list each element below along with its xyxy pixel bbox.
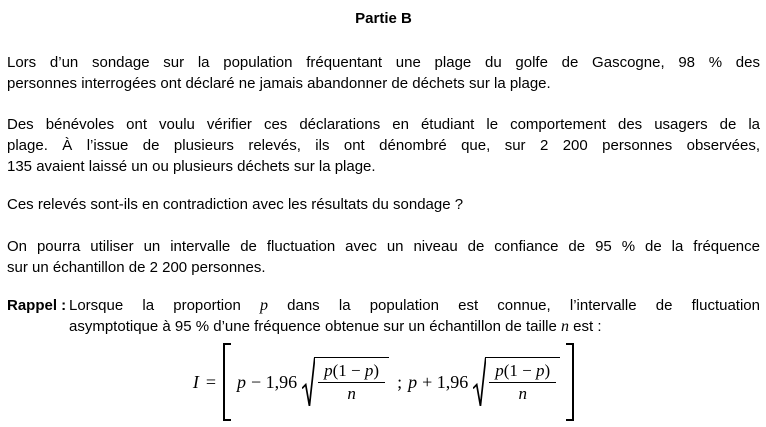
interval-separator: ; [397,371,403,392]
text-line: plage. À l’issue de plusieurs relevés, ils ont dénombré que, sur 2 200 personnes observées, [7,137,760,154]
text-line: On pourra utiliser un intervalle de fluctuation avec un niveau de confiance de 95 % de la fréquence [7,238,760,255]
text-line: personnes interrogées ont déclaré ne jamais abandonner de déchets sur la plage. [7,75,551,92]
fraction-numerator: p(1 − p) [489,361,556,383]
fraction [318,361,385,404]
paragraph-benevoles [7,114,760,177]
paragraph-rappel [7,295,760,337]
paragraph-survey [7,52,760,94]
rappel-text: dans la population est connue, l’intervalle de fluctuation [267,297,760,314]
text-line: Ces relevés sont-ils en contradiction avec les résultats du sondage ? [7,196,464,213]
math-var-p: p [259,297,268,314]
math-var-p: p [236,371,246,392]
text-line: sur un échantillon de 2 200 personnes. [7,259,266,276]
text-line [69,295,760,316]
fluctuation-interval-formula [7,343,760,421]
text-line: Des bénévoles ont voulu vérifier ces déclarations en étudiant le comportement des usagers de la [7,116,760,133]
minus-coefficient: − 1,96 [250,371,298,392]
rappel-text: Lorsque la proportion [69,297,260,314]
rappel-text: est : [569,318,602,335]
fraction-denominator: n [347,383,356,403]
page-title: Partie B [355,10,412,27]
open-bracket-icon [223,343,231,421]
math-var-n: n [561,318,570,335]
text-line: Lors d’un sondage sur la population fréquentant une plage du golfe de Gascogne, 98 % des [7,54,760,71]
paragraph-methode [7,236,760,278]
fraction [489,361,556,404]
close-bracket-icon [566,343,574,421]
text-line [69,316,760,337]
plus-coefficient: + 1,96 [422,371,469,392]
paragraph-question [7,194,760,215]
text-line: 135 avaient laissé un ou plusieurs déchets sur la plage. [7,158,376,175]
fraction-numerator: p(1 − p) [318,361,385,383]
math-var-p: p [408,371,418,392]
sqrt-expression [302,357,389,408]
sqrt-expression [473,357,560,408]
rappel-label: Rappel : [7,297,67,314]
fraction-denominator: n [518,383,527,403]
equals-sign: = [205,371,216,392]
formula-lhs: I [192,371,199,392]
radicand [485,357,560,404]
radicand [314,357,389,404]
rappel-text: asymptotique à 95 % d’une fréquence obtenue sur un échantillon de taille [69,318,562,335]
